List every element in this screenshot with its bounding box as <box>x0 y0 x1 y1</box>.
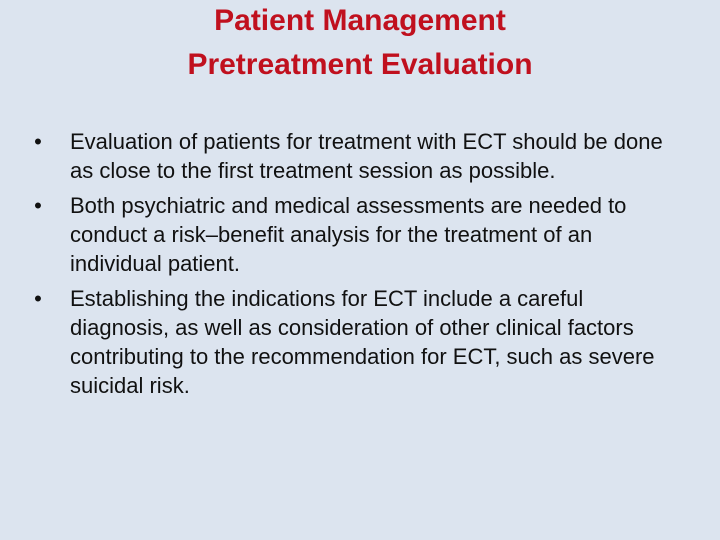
bullet-list <box>28 127 678 400</box>
bullet-item <box>28 191 678 278</box>
bullet-item <box>28 284 678 400</box>
title-line-2: Pretreatment Evaluation <box>187 48 533 81</box>
bullet-icon: • <box>34 129 42 154</box>
bullet-icon: • <box>34 193 42 218</box>
bullet-icon: • <box>34 286 42 311</box>
title-line-1: Patient Management <box>214 4 506 37</box>
bullet-text: Evaluation of patients for treatment with ECT should be done as close to the first treatment session as possible. <box>70 129 663 183</box>
slide-title <box>40 0 680 94</box>
bullet-text: Both psychiatric and medical assessments are needed to conduct a risk–benefit analysis for the treatment of an individual patient. <box>70 193 627 276</box>
bullet-item <box>28 127 678 185</box>
slide-body <box>28 127 678 406</box>
bullet-text: Establishing the indications for ECT include a careful diagnosis, as well as consideration of other clinical factors contributing to the recommendation for ECT, such as severe suicidal risk. <box>70 286 655 398</box>
